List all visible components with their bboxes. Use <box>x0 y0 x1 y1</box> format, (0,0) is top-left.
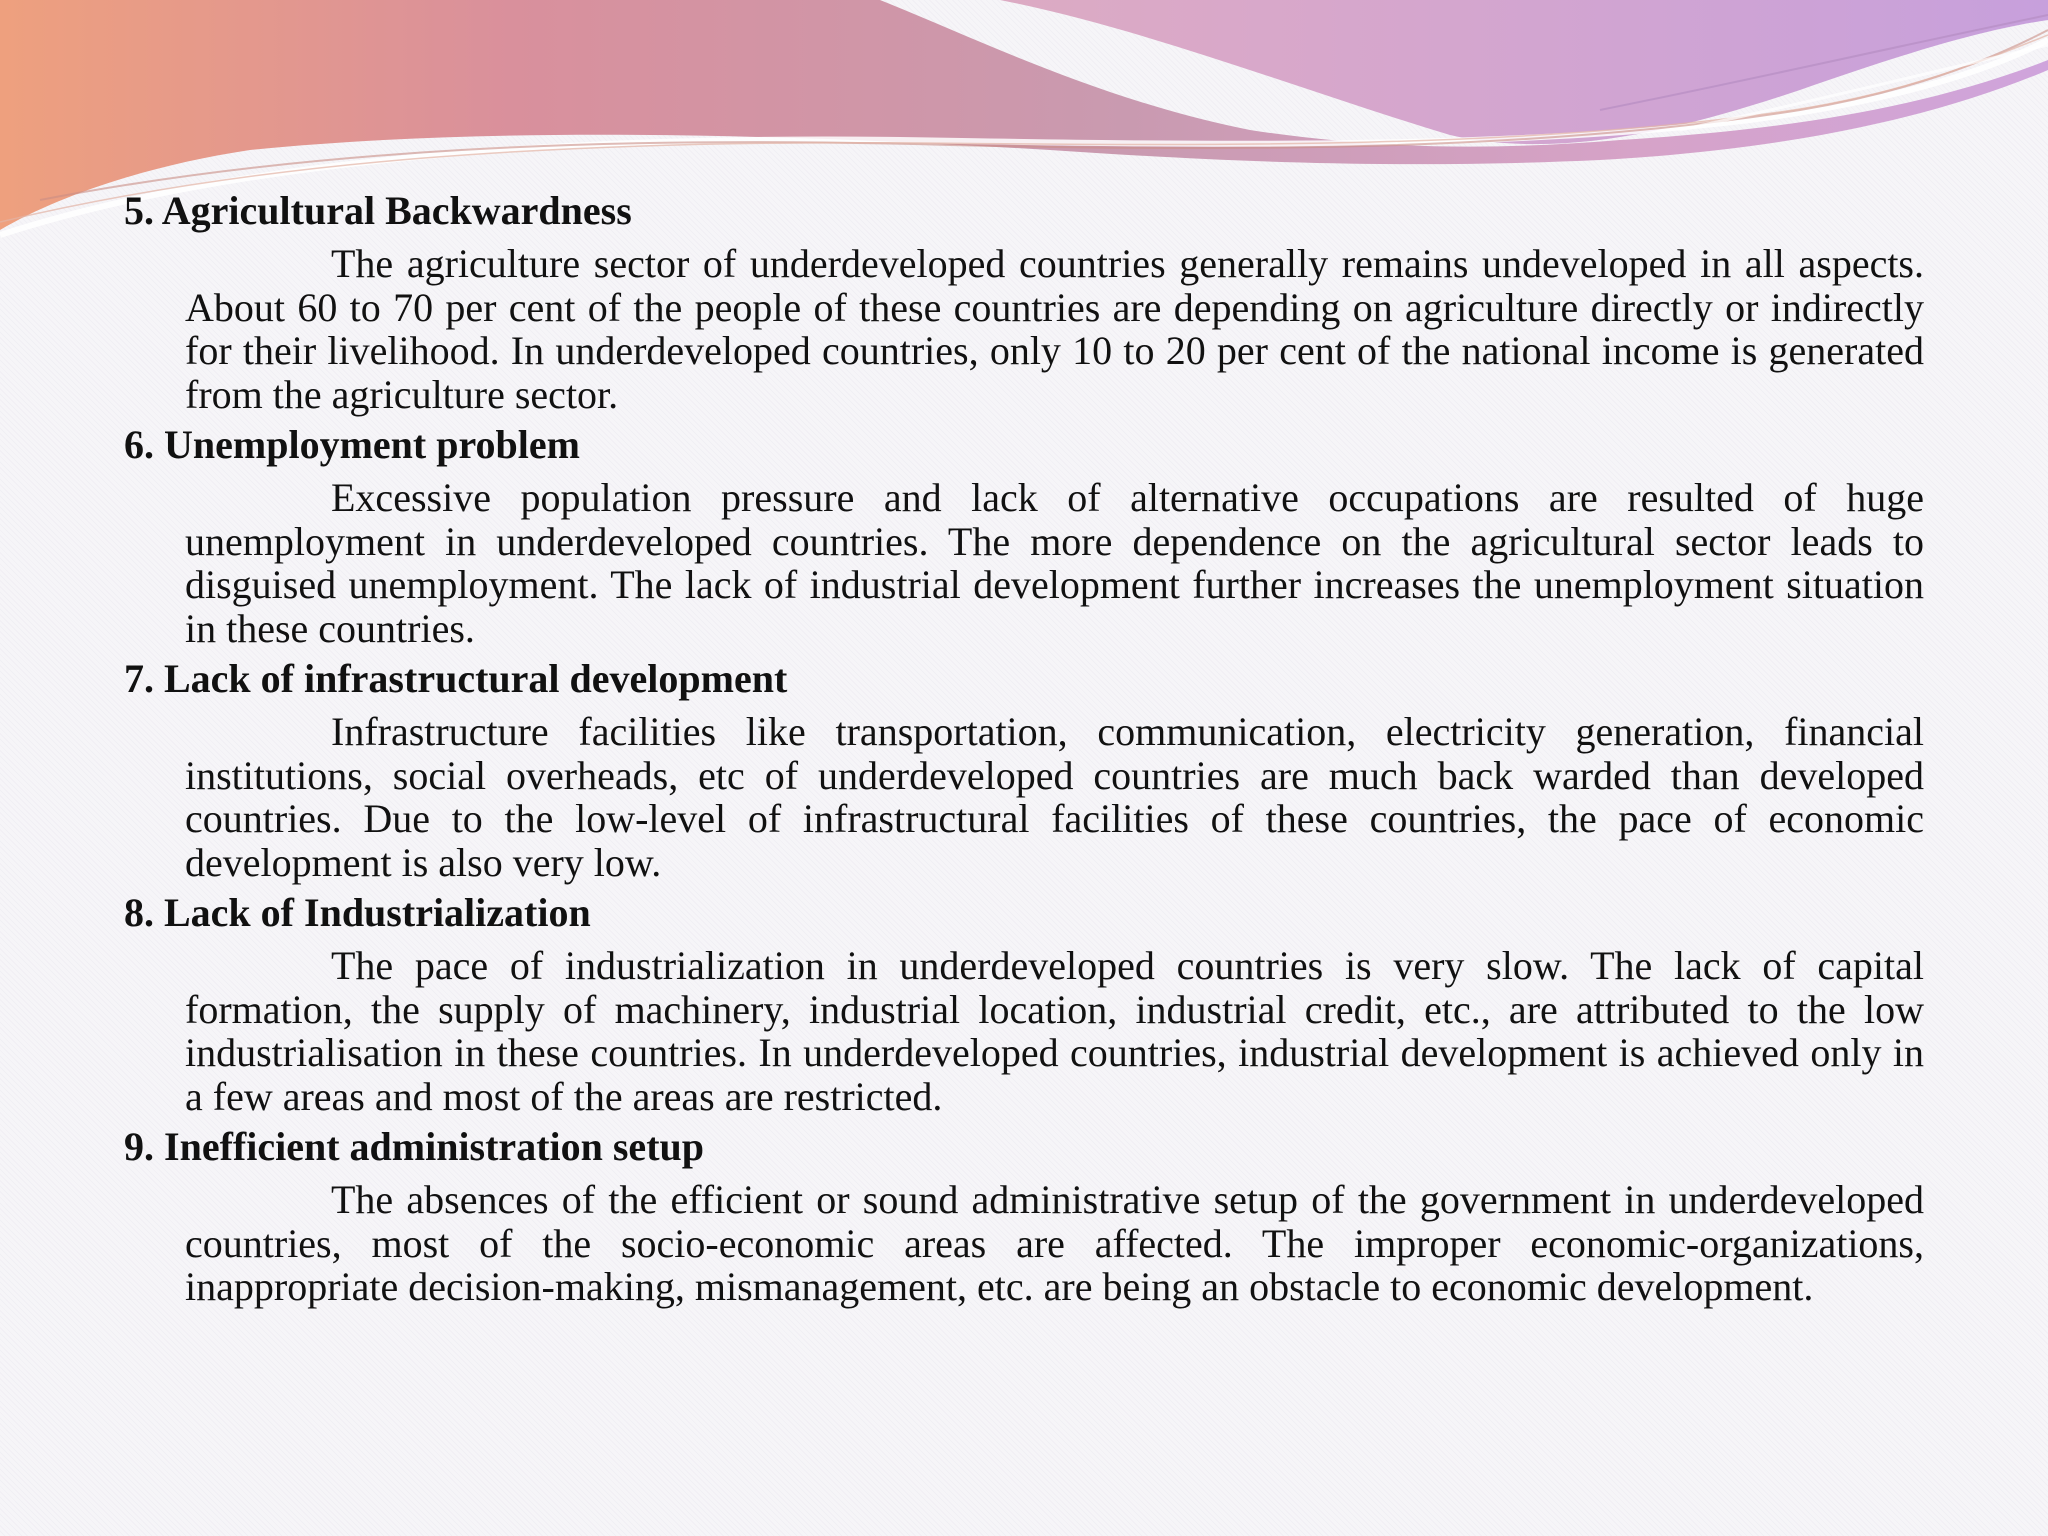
section-heading: 7. Lack of infrastructural development <box>124 656 788 701</box>
section-heading: 8. Lack of Industrialization <box>124 890 591 935</box>
section-infrastructural-development <box>124 654 1924 884</box>
section-industrialization <box>124 888 1924 1118</box>
section-body: Excessive population pressure and lack of alternative occupations are resulted of huge unemployment in underdeveloped countries. The more dependence on the agricultural sector leads to disguised unemployment. The lack of industrial development further increases the unemployment situation in these countries. <box>185 475 1924 651</box>
section-agricultural-backwardness <box>124 186 1924 416</box>
section-heading: 6. Unemployment problem <box>124 422 580 467</box>
section-body: The absences of the efficient or sound administrative setup of the government in underdeveloped countries, most of the socio-economic areas are affected. The improper economic-organizations, inappropriate decision-making, mismanagement, etc. are being an obstacle to economic development. <box>185 1177 1924 1309</box>
section-administration-setup <box>124 1122 1924 1309</box>
content-area <box>124 186 1924 1313</box>
section-body: The agriculture sector of underdeveloped countries generally remains undeveloped in all aspects. About 60 to 70 per cent of the people of these countries are depending on agriculture directly or indirectly for their livelihood. In underdeveloped countries, only 10 to 20 per cent of the national income is generated from the agriculture sector. <box>185 241 1924 417</box>
section-body: The pace of industrialization in underdeveloped countries is very slow. The lack of capital formation, the supply of machinery, industrial location, industrial credit, etc., are attributed to the low industrialisation in these countries. In underdeveloped countries, industrial development is achieved only in a few areas and most of the areas are restricted. <box>185 943 1924 1119</box>
section-body: Infrastructure facilities like transportation, communication, electricity generation, financial institutions, social overheads, etc of underdeveloped countries are much back warded than developed countries. Due to the low-level of infrastructural facilities of these countries, the pace of economic development is also very low. <box>185 709 1924 885</box>
section-heading: 9. Inefficient administration setup <box>124 1124 704 1169</box>
section-heading: 5. Agricultural Backwardness <box>124 188 632 233</box>
section-unemployment-problem <box>124 420 1924 650</box>
